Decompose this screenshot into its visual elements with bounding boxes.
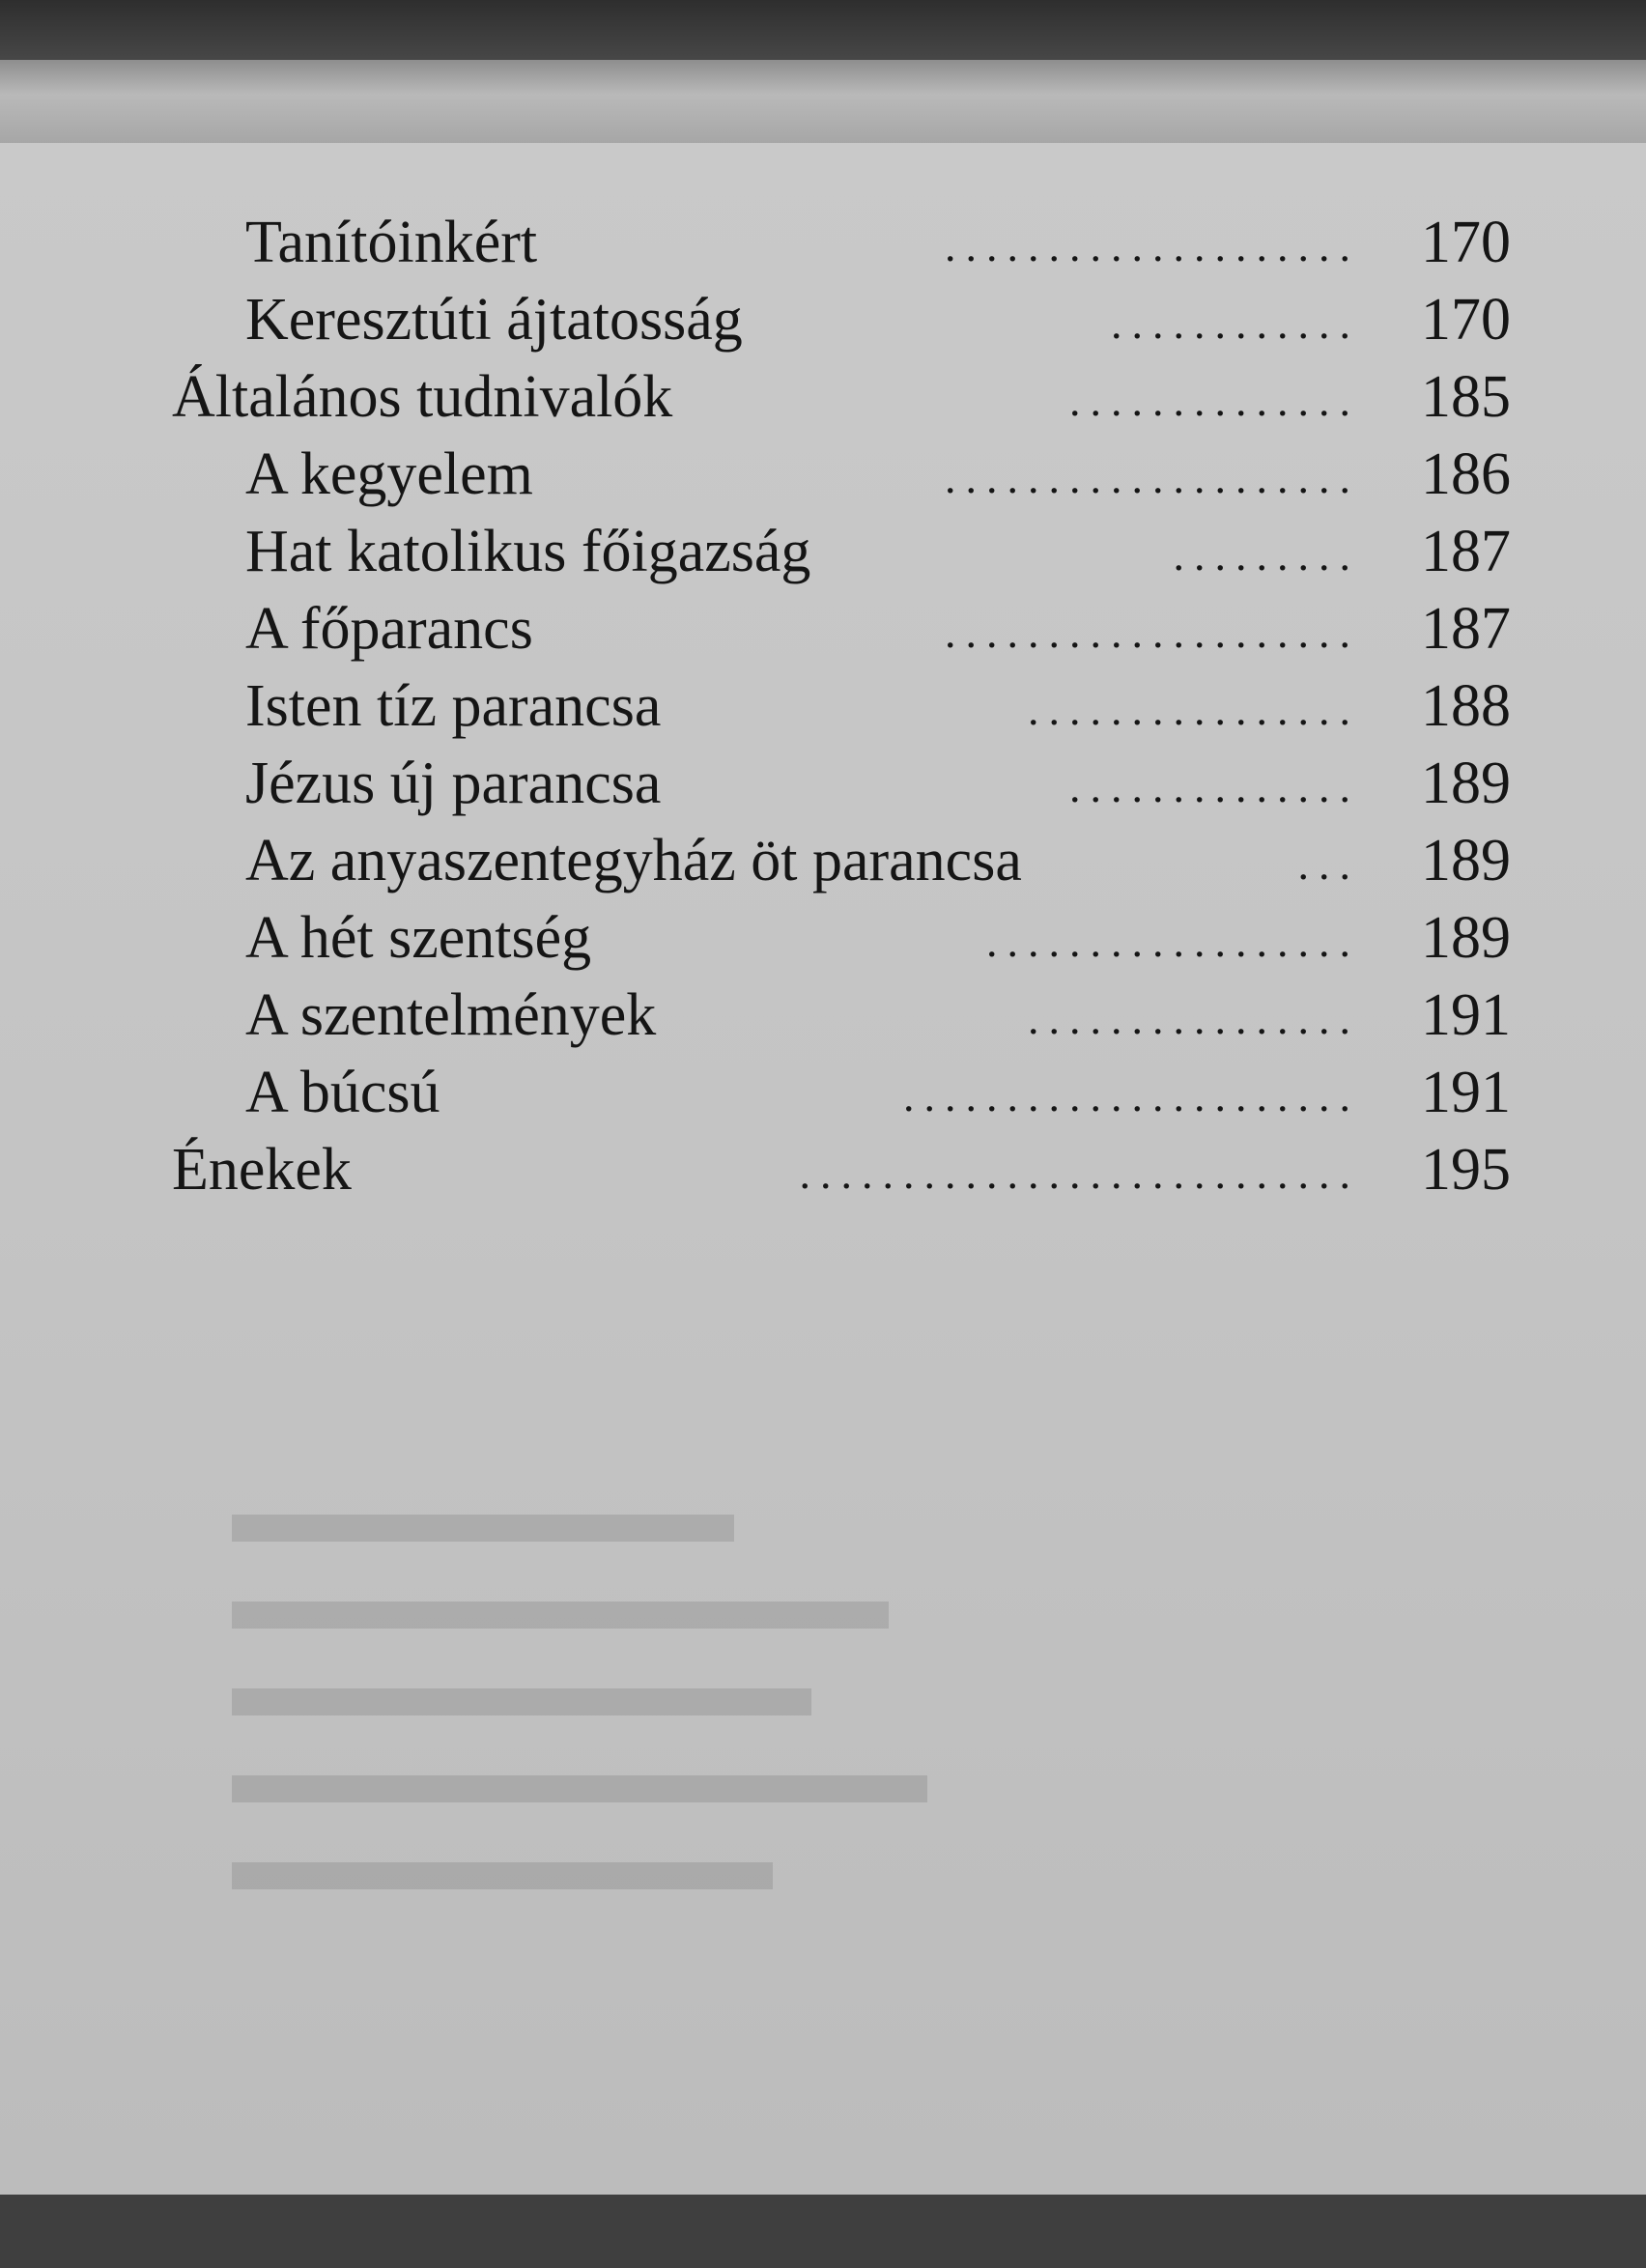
toc-entry-title: Tanítóinkért: [245, 210, 538, 275]
toc-entry-title: A szentelmények: [245, 982, 657, 1048]
toc-page-number: 188: [1421, 673, 1511, 739]
toc-entry: [0, 823, 1646, 900]
toc-dot-leader: ............: [1111, 298, 1360, 348]
toc-page-number: 189: [1421, 751, 1511, 816]
background-surface: [0, 0, 1646, 68]
toc-entry-title: Hat katolikus főigazság: [245, 519, 811, 584]
toc-entry-title: A főparancs: [245, 596, 533, 662]
toc-entry: [0, 668, 1646, 746]
toc-entry-title: Általános tudnivalók: [172, 364, 673, 430]
toc-entry: [0, 282, 1646, 359]
toc-dot-leader: ...........................: [799, 1148, 1360, 1198]
toc-page-number: 191: [1421, 1060, 1511, 1125]
toc-entry: [0, 514, 1646, 591]
toc-dot-leader: ..............: [1069, 376, 1360, 425]
toc-page-number: 191: [1421, 982, 1511, 1048]
toc-dot-leader: ...: [1297, 839, 1360, 889]
toc-entry-title: Énekek: [172, 1137, 352, 1203]
book-cover-edge: [0, 60, 1646, 150]
toc-entry-title: A búcsú: [245, 1060, 440, 1125]
toc-entry-title: A kegyelem: [245, 441, 533, 507]
toc-dot-leader: ....................: [945, 453, 1360, 502]
toc-entry-title: Keresztúti ájtatosság: [245, 287, 743, 353]
bleed-through-texture: [232, 1495, 1198, 2268]
toc-entry: [0, 437, 1646, 514]
toc-page-number: 189: [1421, 828, 1511, 893]
toc-entry-title: A hét szentség: [245, 905, 592, 971]
toc-dot-leader: .........: [1173, 530, 1360, 580]
toc-dot-leader: ....................: [945, 608, 1360, 657]
toc-page-number: 185: [1421, 364, 1511, 430]
toc-entry: [0, 591, 1646, 668]
toc-entry: [0, 1055, 1646, 1132]
toc-page-number: 170: [1421, 287, 1511, 353]
toc-page-number: 187: [1421, 596, 1511, 662]
toc-dot-leader: ....................: [945, 221, 1360, 270]
toc-page-number: 170: [1421, 210, 1511, 275]
toc-entry-title: Jézus új parancsa: [245, 751, 662, 816]
toc-dot-leader: ..............: [1069, 762, 1360, 811]
toc-page-number: 195: [1421, 1137, 1511, 1203]
toc-entry-title: Isten tíz parancsa: [245, 673, 662, 739]
toc-page-number: 189: [1421, 905, 1511, 971]
table-of-contents: [0, 205, 1646, 1209]
toc-dot-leader: ......................: [903, 1071, 1360, 1120]
toc-dot-leader: ................: [1028, 994, 1360, 1043]
toc-entry: [0, 359, 1646, 437]
toc-dot-leader: ................: [1028, 685, 1360, 734]
toc-entry: [0, 1132, 1646, 1209]
toc-entry-title: Az anyaszentegyház öt parancsa: [245, 828, 1022, 893]
toc-entry: [0, 205, 1646, 282]
toc-entry: [0, 900, 1646, 978]
toc-page-number: 186: [1421, 441, 1511, 507]
toc-entry: [0, 978, 1646, 1055]
toc-dot-leader: ..................: [986, 917, 1360, 966]
toc-entry: [0, 746, 1646, 823]
toc-page-number: 187: [1421, 519, 1511, 584]
